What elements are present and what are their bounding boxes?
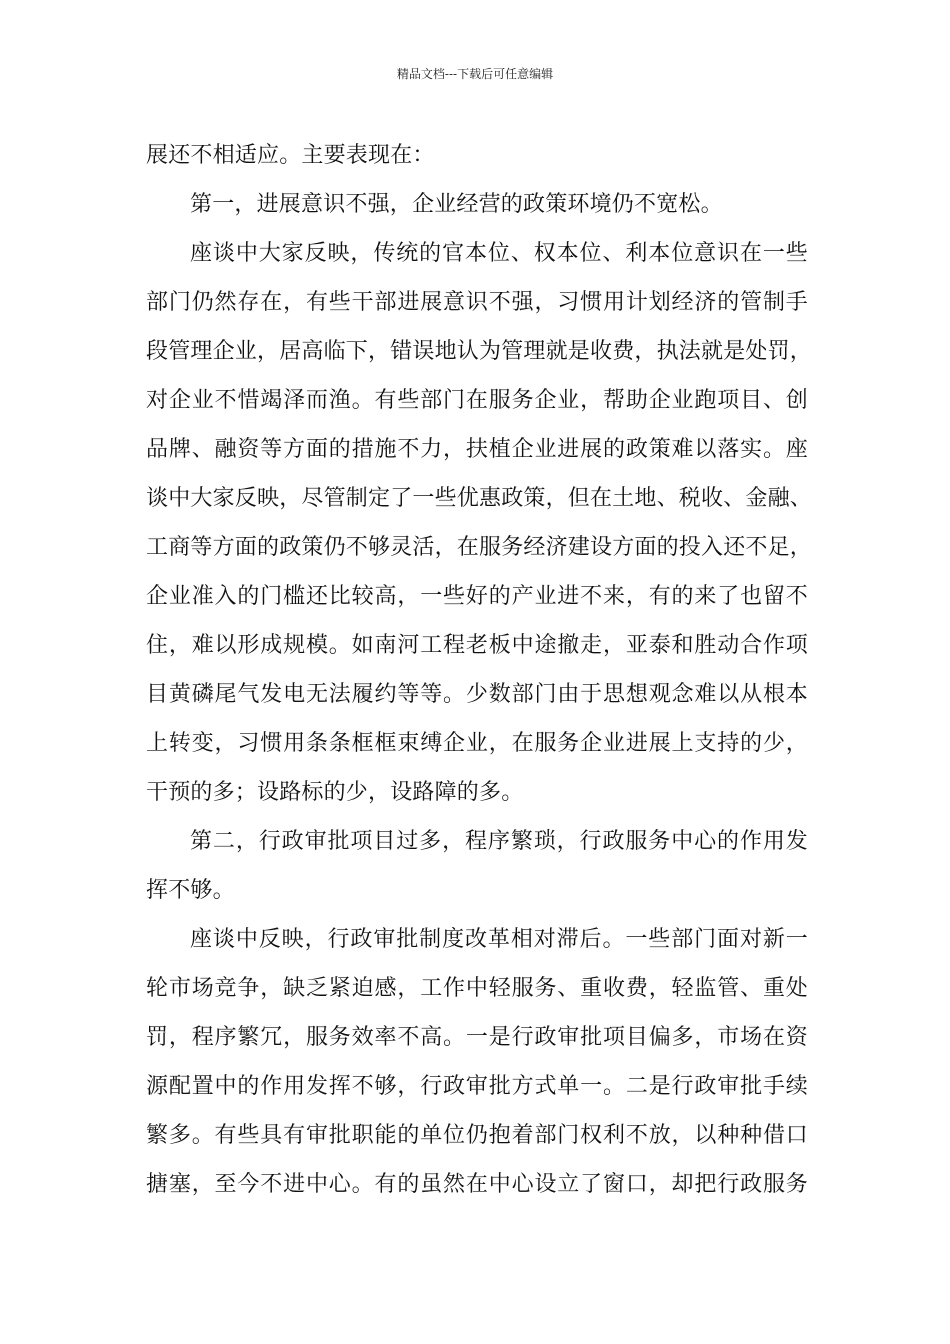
text-line: 对企业不惜竭泽而渔。有些部门在服务企业，帮助企业跑项目、创: [146, 388, 808, 413]
document-header: 精品文档---下载后可任意编辑: [396, 67, 554, 81]
section-heading-1: 第一，进展意识不强，企业经营的政策环境仍不宽松。: [190, 192, 723, 217]
text-line: 干预的多；设路标的少，设路障的多。: [146, 780, 524, 805]
text-line: 上转变，习惯用条条框框束缚企业，在服务企业进展上支持的少，: [146, 731, 808, 756]
text-line: 工商等方面的政策仍不够灵活，在服务经济建设方面的投入还不足，: [146, 535, 813, 560]
text-line: 展还不相适应。主要表现在：: [146, 143, 435, 168]
text-line: 品牌、融资等方面的措施不力，扶植企业进展的政策难以落实。座: [146, 437, 808, 462]
section-heading-2-cont: 挥不够。: [146, 878, 235, 903]
text-line: 轮市场竞争，缺乏紧迫感，工作中轻服务、重收费，轻监管、重处: [146, 976, 808, 1001]
text-line: 企业准入的门槛还比较高，一些好的产业进不来，有的来了也留不: [146, 584, 808, 609]
text-line: 罚，程序繁冗，服务效率不高。一是行政审批项目偏多，市场在资: [146, 1025, 808, 1050]
section-heading-2: 第二，行政审批项目过多，程序繁琐，行政服务中心的作用发: [190, 829, 808, 854]
document-body: [146, 131, 813, 1209]
text-line: 目黄磷尾气发电无法履约等等。少数部门由于思想观念难以从根本: [146, 682, 808, 707]
text-line: 段管理企业，居高临下，错误地认为管理就是收费，执法就是处罚，: [146, 339, 813, 364]
text-line: 搪塞，至今不进中心。有的虽然在中心设立了窗口，却把行政服务: [146, 1172, 808, 1197]
text-line: 部门仍然存在，有些干部进展意识不强，习惯用计划经济的管制手: [146, 290, 808, 315]
text-line: 座谈中反映，行政审批制度改革相对滞后。一些部门面对新一: [190, 927, 808, 952]
text-line: 繁多。有些具有审批职能的单位仍抱着部门权利不放，以种种借口: [146, 1123, 808, 1148]
text-line: 谈中大家反映，尽管制定了一些优惠政策，但在土地、税收、金融、: [146, 486, 813, 511]
text-line: 源配置中的作用发挥不够，行政审批方式单一。二是行政审批手续: [146, 1074, 808, 1099]
text-line: 座谈中大家反映，传统的官本位、权本位、利本位意识在一些: [190, 241, 808, 266]
text-line: 住，难以形成规模。如南河工程老板中途撤走，亚泰和胜动合作项: [146, 633, 808, 658]
